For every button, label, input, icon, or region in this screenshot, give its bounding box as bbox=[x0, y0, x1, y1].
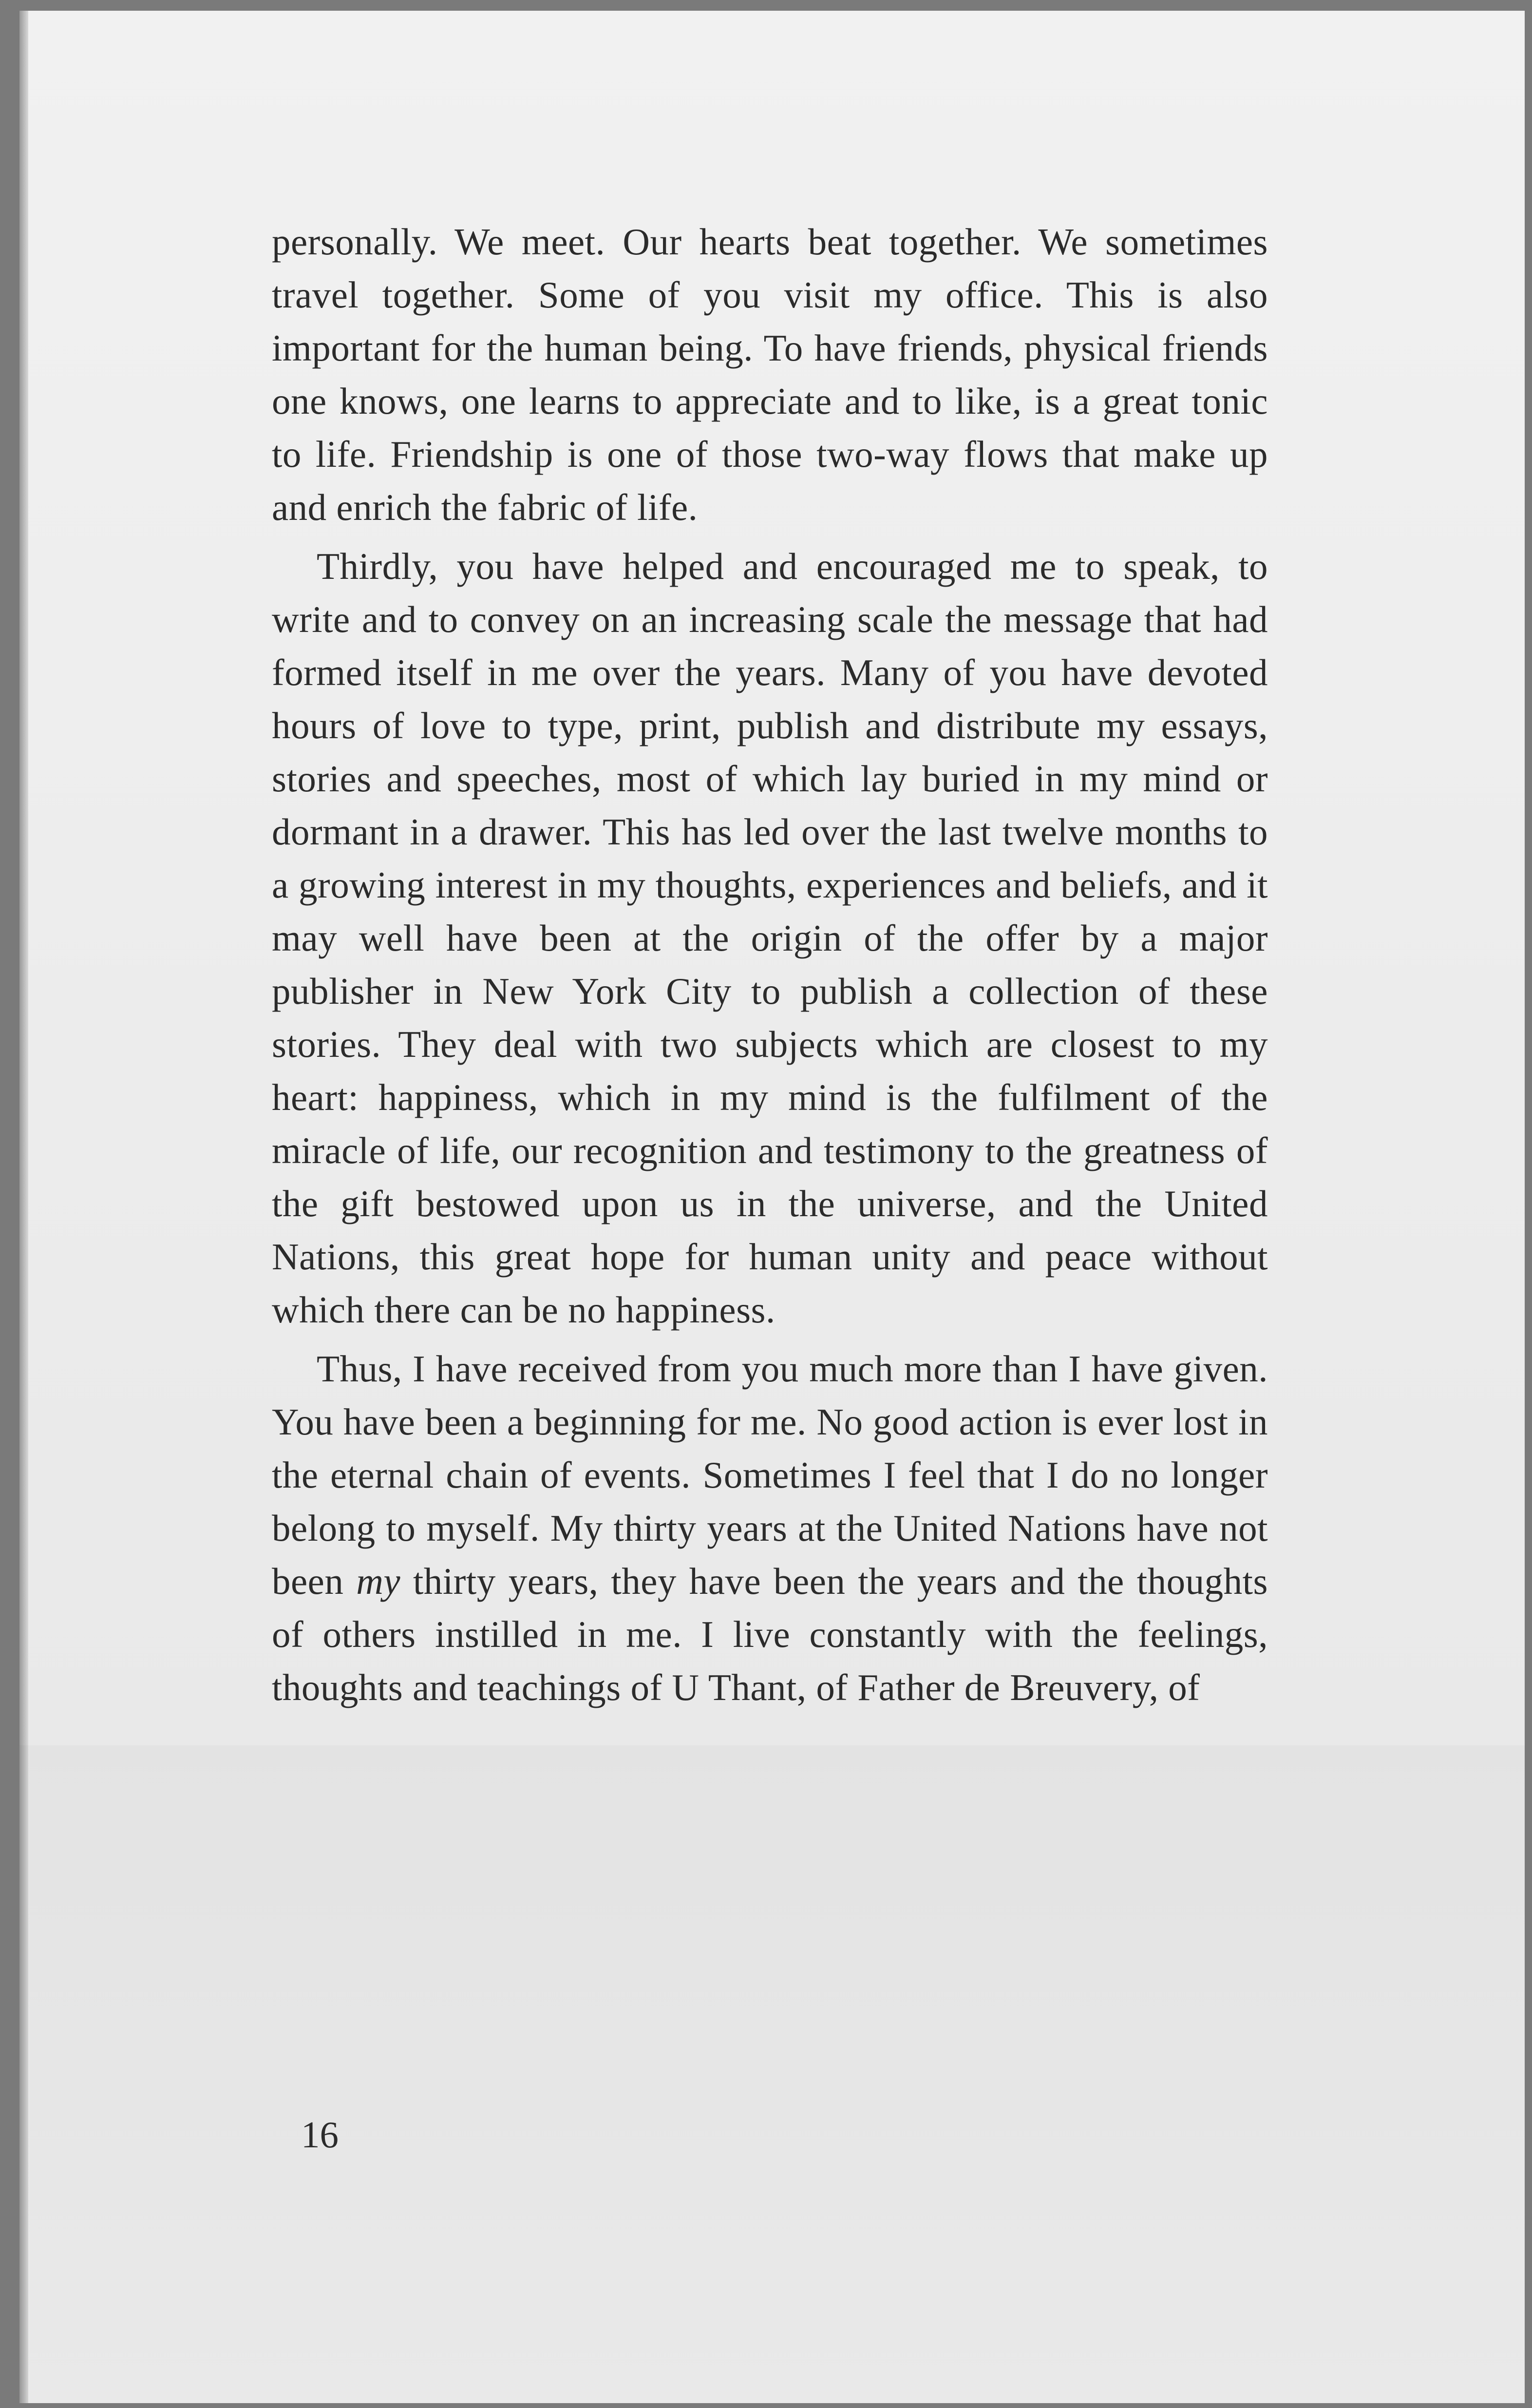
paragraph-3-text-before: Thus, I have received from you much more than I have given. You have been a beginning for me. No good action is ever lost in the eternal chain of events. Sometimes I feel that I do no longer belong to myself. My thirty years at the United Nations have not been bbox=[272, 1348, 1268, 1602]
paragraph-2: Thirdly, you have helped and encouraged me to speak, to write and to convey on an increasing scale the message that had formed itself in me over the years. Many of you have devoted hours of love to type, print, publish and distribute my essays, stories and speeches, most of which lay buried in my mind or dormant in a drawer. This has led over the last twelve months to a growing interest in my thoughts, experiences and beliefs, and it may well have been at the origin of the offer by a major publisher in New York City to publish a collection of these stories. They deal with two subjects which are closest to my heart: happiness, which in my mind is the fulfilment of the miracle of life, our recognition and testimony to the greatness of the gift bestowed upon us in the universe, and the United Nations, this great hope for human unity and peace without which there can be no happiness. bbox=[272, 545, 1268, 1331]
body-text bbox=[272, 215, 1268, 1714]
paragraph-3 bbox=[272, 1342, 1268, 1714]
paragraph-3-italic-word: my bbox=[356, 1560, 401, 1602]
page-number: 16 bbox=[301, 2114, 339, 2156]
paragraph-1: personally. We meet. Our hearts beat together. We sometimes travel together. Some of you visit my office. This is also important for the human being. To have friends, physical friends one knows, one learns to appreciate and to like, is a great tonic to life. Friendship is one of those two-way flows that make up and enrich the fabric of life. bbox=[272, 221, 1268, 528]
paragraph-3-text-after: thirty years, they have been the years and the thoughts of others instilled in me. I live constantly with the feelings, thoughts and teachings of U Thant, of Father de Breuvery, of bbox=[272, 1560, 1268, 1708]
book-page bbox=[19, 11, 1525, 2403]
page-shading bbox=[19, 1745, 1525, 2403]
